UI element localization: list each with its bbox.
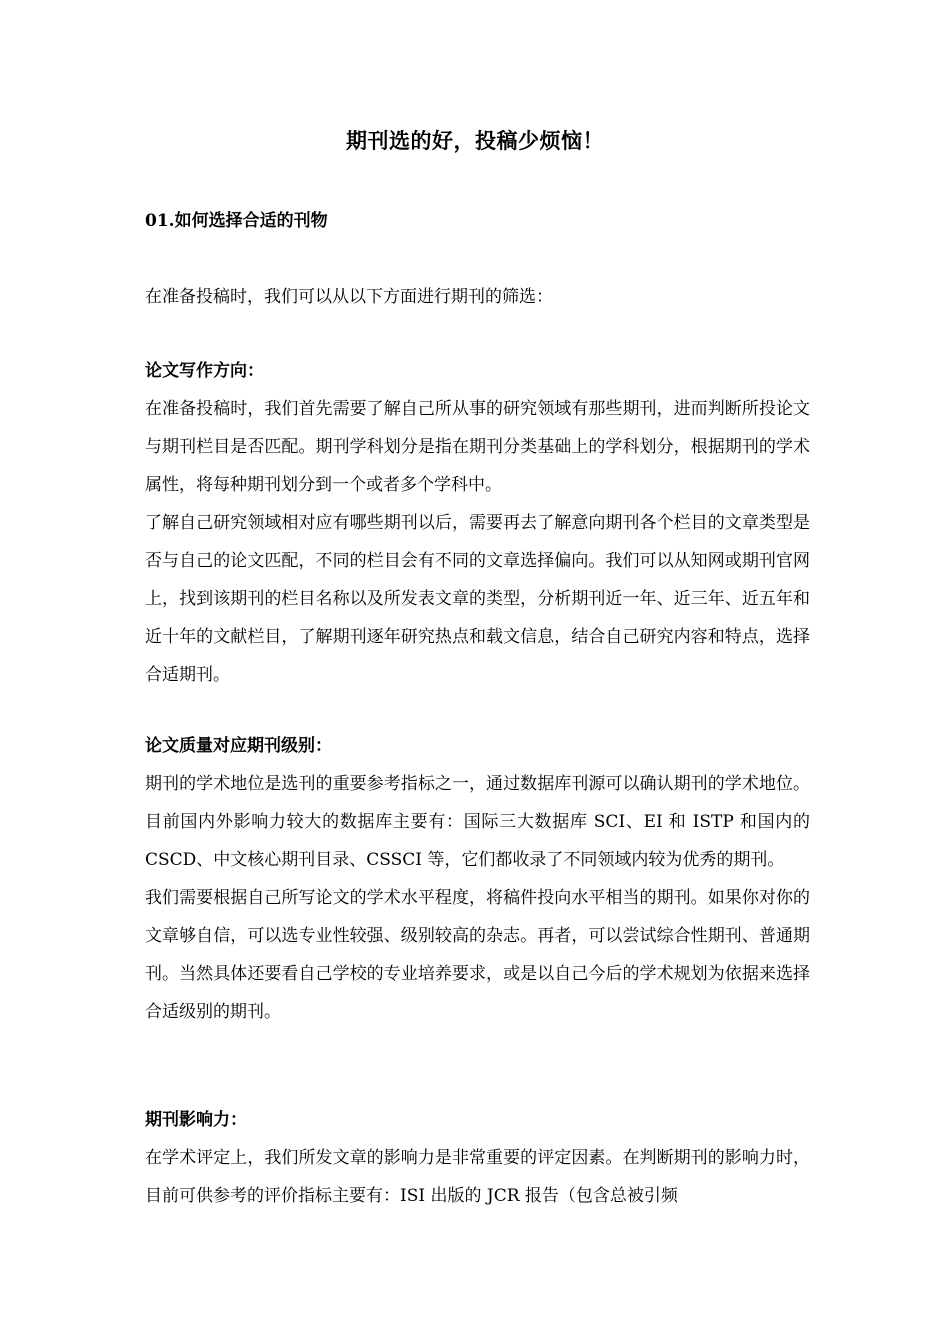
section-heading: 01.如何选择合适的刊物 [145,211,328,231]
subsection-journal-impact [145,1101,810,1215]
intro-paragraph: 在准备投稿时，我们可以从以下方面进行期刊的筛选： [145,287,553,307]
subsection-writing-direction [145,352,810,694]
paragraph: 期刊的学术地位是选刊的重要参考指标之一，通过数据库刊源可以确认期刊的学术地位。目前国内外影响力较大的数据库主要有：国际三大数据库 SCI、EI 和 ISTP 和国内的 CSCD、中文核心期刊目录、CSSCI 等，它们都收录了不同领域内较为优秀的期刊。 [145,774,810,870]
subsection-quality-level [145,727,810,1031]
subsection-heading: 论文写作方向： [145,361,264,381]
paragraph: 在准备投稿时，我们首先需要了解自己所从事的研究领域有那些期刊，进而判断所投论文与期刊栏目是否匹配。期刊学科划分是指在期刊分类基础上的学科划分，根据期刊的学术属性，将每种期刊划分到一个或者多个学科中。 [145,399,810,495]
document-title: 期刊选的好，投稿少烦恼！ [346,128,604,153]
paragraph: 在学术评定上，我们所发文章的影响力是非常重要的评定因素。在判断期刊的影响力时，目前可供参考的评价指标主要有：ISI 出版的 JCR 报告（包含总被引频 [145,1148,810,1206]
subsection-heading: 期刊影响力： [145,1110,247,1130]
paragraph: 了解自己研究领域相对应有哪些期刊以后，需要再去了解意向期刊各个栏目的文章类型是否与自己的论文匹配，不同的栏目会有不同的文章选择偏向。我们可以从知网或期刊官网上，找到该期刊的栏目名称以及所发表文章的类型，分析期刊近一年、近三年、近五年和近十年的文献栏目，了解期刊逐年研究热点和载文信息，结合自己研究内容和特点，选择合适期刊。 [145,513,810,685]
subsection-heading: 论文质量对应期刊级别： [145,736,332,756]
paragraph: 我们需要根据自己所写论文的学术水平程度，将稿件投向水平相当的期刊。如果你对你的文章够自信，可以选专业性较强、级别较高的杂志。再者，可以尝试综合性期刊、普通期刊。当然具体还要看自己学校的专业培养要求，或是以自己今后的学术规划为依据来选择合适级别的期刊。 [145,888,810,1022]
